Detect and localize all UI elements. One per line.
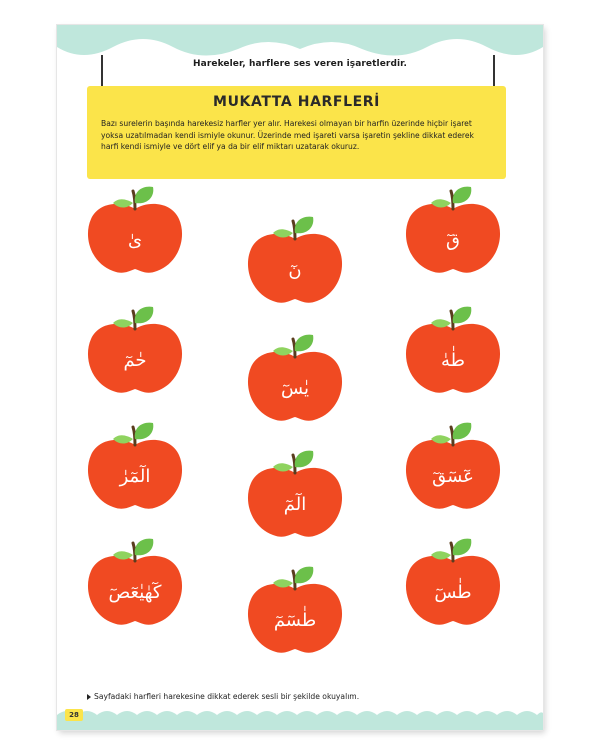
apple-letter: الٓمٓ xyxy=(283,494,307,515)
footer-instruction xyxy=(87,692,359,701)
apple-letter: عٓسٓقٓ xyxy=(432,466,474,487)
info-box xyxy=(87,86,506,179)
apple-letter: يٰسٓ xyxy=(281,378,309,399)
apple-right-2 xyxy=(401,305,505,397)
info-title: MUKATTA HARFLERİ xyxy=(213,94,380,110)
triangle-bullet-icon xyxy=(87,694,91,700)
apple-letter: قٓ xyxy=(446,230,460,251)
info-body: Bazı surelerin başında harekesiz harfler yer alır. Harekesi olmayan bir harfin üzerinde hiçbir işaret yoksa uzatılmadan kendi ismiyle okunur. Üzerinde med işareti varsa işaretin şekline dikkat ederek harfi kendi ismiyle ve dört elif ya da bir elif miktarı uzatarak okuruz. xyxy=(101,119,474,151)
apple-letter: نٓ xyxy=(288,260,302,281)
footer-instruction-text: Sayfadaki harfleri harekesine dikkat ederek sesli bir şekilde okuyalım. xyxy=(94,692,360,701)
apple-left-1 xyxy=(83,185,187,277)
workbook-page xyxy=(57,25,543,730)
apple-middle-2 xyxy=(243,333,347,425)
apple-letter: طٰسٓ xyxy=(434,582,472,603)
apple-letter: كٓهٰيٰعٓصٓ xyxy=(108,582,162,603)
page-number: 28 xyxy=(65,709,83,721)
apple-letter: حٰمٓ xyxy=(123,350,147,371)
apple-left-2 xyxy=(83,305,187,397)
apple-left-3 xyxy=(83,421,187,513)
top-scallop-decoration xyxy=(57,25,543,85)
apple-right-3 xyxy=(401,421,505,513)
apple-right-1 xyxy=(401,185,505,277)
apple-letter: طٰهٰ xyxy=(441,350,465,371)
apple-left-4 xyxy=(83,537,187,629)
apple-letter: الٓمٓرٰ xyxy=(119,466,151,487)
apple-middle-4 xyxy=(243,565,347,657)
apple-letter: ىٰ xyxy=(127,230,143,251)
apple-letter: طٰسٓمٓ xyxy=(273,610,317,631)
bottom-scallop-decoration xyxy=(57,705,543,730)
apple-middle-3 xyxy=(243,449,347,541)
page-subtitle: Harekeler, harflere ses veren işaretlerdir. xyxy=(193,59,407,69)
apple-right-4 xyxy=(401,537,505,629)
apple-middle-1 xyxy=(243,215,347,307)
